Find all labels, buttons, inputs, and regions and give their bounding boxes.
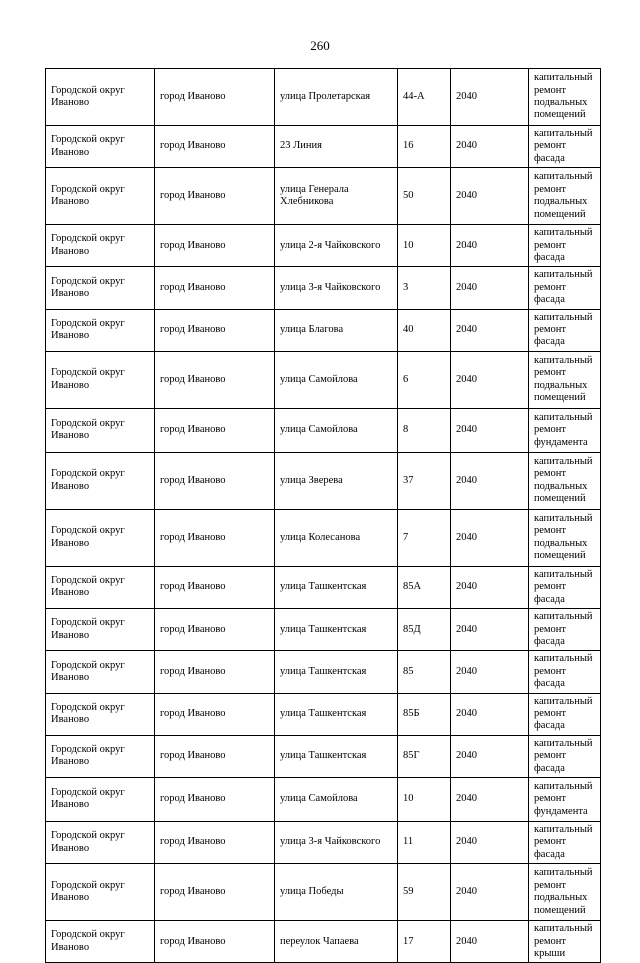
street-cell: улица Ташкентская	[275, 566, 398, 608]
district-cell: Городской округ Иваново	[46, 651, 155, 693]
city-cell: город Иваново	[155, 566, 275, 608]
table-row	[46, 351, 601, 408]
district-cell: Городской округ Иваново	[46, 267, 155, 309]
year-cell: 2040	[451, 821, 529, 863]
city-cell: город Иваново	[155, 452, 275, 509]
work-cell: капитальный ремонт фасада	[529, 693, 601, 735]
year-cell: 2040	[451, 777, 529, 821]
city-cell: город Иваново	[155, 864, 275, 921]
street-cell: улица Победы	[275, 864, 398, 921]
city-cell: город Иваново	[155, 168, 275, 225]
district-cell: Городской округ Иваново	[46, 351, 155, 408]
city-cell: город Иваново	[155, 693, 275, 735]
city-cell: город Иваново	[155, 309, 275, 351]
house-cell: 16	[398, 126, 451, 168]
district-cell: Городской округ Иваново	[46, 69, 155, 126]
work-cell: капитальный ремонт фасада	[529, 225, 601, 267]
work-cell: капитальный ремонт крыши	[529, 921, 601, 963]
district-cell: Городской округ Иваново	[46, 566, 155, 608]
table-row	[46, 651, 601, 693]
table-row	[46, 509, 601, 566]
street-cell: улица Ташкентская	[275, 651, 398, 693]
house-cell: 40	[398, 309, 451, 351]
year-cell: 2040	[451, 921, 529, 963]
city-cell: город Иваново	[155, 408, 275, 452]
year-cell: 2040	[451, 351, 529, 408]
year-cell: 2040	[451, 126, 529, 168]
district-cell: Городской округ Иваново	[46, 821, 155, 863]
street-cell: улица Ташкентская	[275, 693, 398, 735]
street-cell: улица Ташкентская	[275, 609, 398, 651]
work-cell: капитальный ремонт подвальных помещений	[529, 509, 601, 566]
work-cell: капитальный ремонт фасада	[529, 651, 601, 693]
table-row	[46, 821, 601, 863]
house-cell: 8	[398, 408, 451, 452]
city-cell: город Иваново	[155, 609, 275, 651]
house-cell: 85	[398, 651, 451, 693]
city-cell: город Иваново	[155, 821, 275, 863]
year-cell: 2040	[451, 408, 529, 452]
city-cell: город Иваново	[155, 69, 275, 126]
street-cell: переулок Чапаева	[275, 921, 398, 963]
work-cell: капитальный ремонт фасада	[529, 126, 601, 168]
house-cell: 3	[398, 267, 451, 309]
year-cell: 2040	[451, 452, 529, 509]
house-cell: 37	[398, 452, 451, 509]
year-cell: 2040	[451, 309, 529, 351]
table-row	[46, 693, 601, 735]
city-cell: город Иваново	[155, 651, 275, 693]
city-cell: город Иваново	[155, 126, 275, 168]
work-cell: капитальный ремонт фасада	[529, 566, 601, 608]
table-row	[46, 735, 601, 777]
district-cell: Городской округ Иваново	[46, 864, 155, 921]
year-cell: 2040	[451, 69, 529, 126]
table-row	[46, 864, 601, 921]
district-cell: Городской округ Иваново	[46, 309, 155, 351]
district-cell: Городской округ Иваново	[46, 509, 155, 566]
work-cell: капитальный ремонт подвальных помещений	[529, 452, 601, 509]
year-cell: 2040	[451, 225, 529, 267]
work-cell: капитальный ремонт фасада	[529, 267, 601, 309]
table-body	[46, 69, 601, 963]
street-cell: улица Пролетарская	[275, 69, 398, 126]
city-cell: город Иваново	[155, 735, 275, 777]
work-cell: капитальный ремонт подвальных помещений	[529, 864, 601, 921]
street-cell: улица 2-я Чайковского	[275, 225, 398, 267]
table-row	[46, 267, 601, 309]
city-cell: город Иваново	[155, 267, 275, 309]
work-cell: капитальный ремонт фасада	[529, 821, 601, 863]
house-cell: 85А	[398, 566, 451, 608]
city-cell: город Иваново	[155, 921, 275, 963]
year-cell: 2040	[451, 509, 529, 566]
table-row	[46, 126, 601, 168]
year-cell: 2040	[451, 735, 529, 777]
work-cell: капитальный ремонт фасада	[529, 609, 601, 651]
house-cell: 10	[398, 777, 451, 821]
house-cell: 85Г	[398, 735, 451, 777]
district-cell: Городской округ Иваново	[46, 408, 155, 452]
street-cell: улица 3-я Чайковского	[275, 267, 398, 309]
street-cell: 23 Линия	[275, 126, 398, 168]
house-cell: 10	[398, 225, 451, 267]
house-cell: 85Д	[398, 609, 451, 651]
house-cell: 50	[398, 168, 451, 225]
table-row	[46, 69, 601, 126]
district-cell: Городской округ Иваново	[46, 126, 155, 168]
district-cell: Городской округ Иваново	[46, 693, 155, 735]
district-cell: Городской округ Иваново	[46, 168, 155, 225]
work-cell: капитальный ремонт подвальных помещений	[529, 69, 601, 126]
street-cell: улица 3-я Чайковского	[275, 821, 398, 863]
district-cell: Городской округ Иваново	[46, 225, 155, 267]
district-cell: Городской округ Иваново	[46, 921, 155, 963]
year-cell: 2040	[451, 864, 529, 921]
house-cell: 59	[398, 864, 451, 921]
year-cell: 2040	[451, 566, 529, 608]
table-row	[46, 168, 601, 225]
table-row	[46, 566, 601, 608]
work-cell: капитальный ремонт фундамента	[529, 777, 601, 821]
year-cell: 2040	[451, 168, 529, 225]
street-cell: улица Благова	[275, 309, 398, 351]
city-cell: город Иваново	[155, 351, 275, 408]
table-row	[46, 225, 601, 267]
house-cell: 6	[398, 351, 451, 408]
house-cell: 7	[398, 509, 451, 566]
work-cell: капитальный ремонт подвальных помещений	[529, 168, 601, 225]
table-row	[46, 408, 601, 452]
street-cell: улица Колесанова	[275, 509, 398, 566]
table-row	[46, 921, 601, 963]
page-number: 260	[310, 38, 330, 53]
work-cell: капитальный ремонт подвальных помещений	[529, 351, 601, 408]
work-cell: капитальный ремонт фундамента	[529, 408, 601, 452]
repair-schedule-table	[45, 68, 601, 963]
work-cell: капитальный ремонт фасада	[529, 735, 601, 777]
table-row	[46, 777, 601, 821]
district-cell: Городской округ Иваново	[46, 777, 155, 821]
house-cell: 17	[398, 921, 451, 963]
street-cell: улица Самойлова	[275, 777, 398, 821]
street-cell: улица Самойлова	[275, 408, 398, 452]
street-cell: улица Самойлова	[275, 351, 398, 408]
district-cell: Городской округ Иваново	[46, 735, 155, 777]
work-cell: капитальный ремонт фасада	[529, 309, 601, 351]
year-cell: 2040	[451, 651, 529, 693]
district-cell: Городской округ Иваново	[46, 452, 155, 509]
house-cell: 85Б	[398, 693, 451, 735]
street-cell: улица Ташкентская	[275, 735, 398, 777]
street-cell: улица Генерала Хлебникова	[275, 168, 398, 225]
district-cell: Городской округ Иваново	[46, 609, 155, 651]
city-cell: город Иваново	[155, 777, 275, 821]
city-cell: город Иваново	[155, 225, 275, 267]
house-cell: 11	[398, 821, 451, 863]
year-cell: 2040	[451, 693, 529, 735]
table-row	[46, 309, 601, 351]
city-cell: город Иваново	[155, 509, 275, 566]
house-cell: 44-А	[398, 69, 451, 126]
table-row	[46, 452, 601, 509]
year-cell: 2040	[451, 267, 529, 309]
street-cell: улица Зверева	[275, 452, 398, 509]
year-cell: 2040	[451, 609, 529, 651]
table-row	[46, 609, 601, 651]
